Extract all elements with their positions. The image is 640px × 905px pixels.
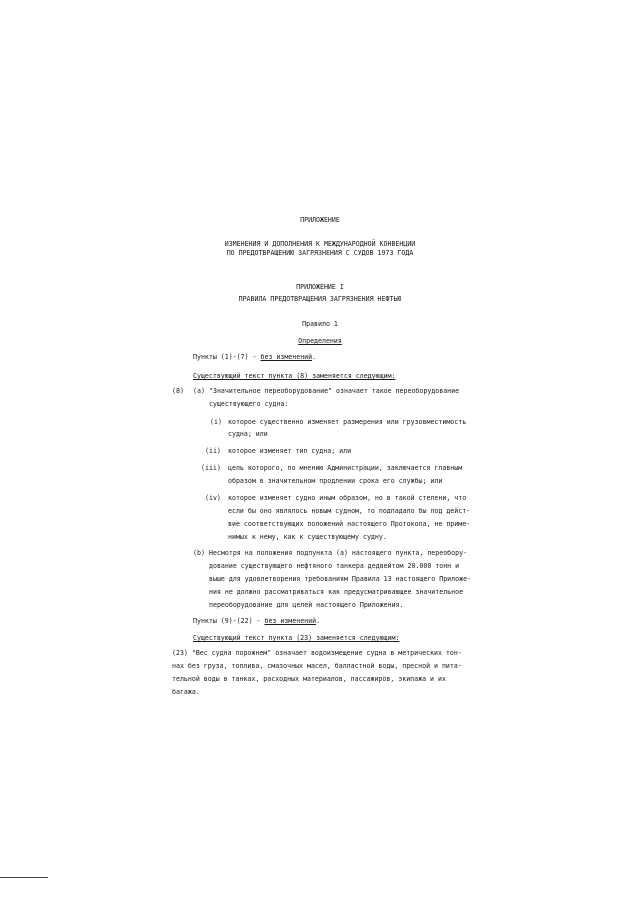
clause-iii-label: (iii) xyxy=(201,464,221,472)
paragraph-23-line: багажа. xyxy=(172,688,200,696)
subtitle-line-1: ИЗМЕНЕНИЯ И ДОПОЛНЕНИЯ К МЕЖДУНАРОДНОЙ КОНВЕНЦИИ xyxy=(224,240,416,248)
clause-iv-line: нимых к нему, как к существующему судну. xyxy=(228,533,387,541)
clause-i-line: которое существенно изменяет размерения или грузовместимость xyxy=(228,418,467,426)
items-1-7-unchanged: без изменений xyxy=(260,353,313,361)
page-edge-rule xyxy=(0,877,48,878)
clause-ii-line: которое изменяет тип судна; или xyxy=(228,447,352,455)
items-1-7-suffix: . xyxy=(312,353,317,361)
page-title: ПРИЛОЖЕНИЕ xyxy=(300,216,340,224)
paragraph-8-number: (8) xyxy=(172,387,184,395)
subtitle-line-2: ПО ПРЕДОТВРАЩЕНИЮ ЗАГРЯЗНЕНИЯ С СУДОВ 1973 ГОДА xyxy=(226,249,414,257)
clause-iv-line: которое изменяет судно иным образом, но в такой степени, что xyxy=(228,494,467,502)
paragraph-8b-line: дование существующего нефтяного танкера дедвейтом 20.000 тонн и xyxy=(209,562,460,570)
items-9-22-line xyxy=(193,617,320,626)
items-1-7-line xyxy=(193,353,316,362)
paragraph-8b-line: ния не должно рассматриваться как предусматривающее значительное xyxy=(209,588,464,596)
clause-i-line: судна; или xyxy=(228,430,268,438)
clause-iv-line: вие соответствующих положений настоящего Протокола, не приме- xyxy=(228,520,471,528)
paragraph-23-line: нах без груза, топлива, смазочных масел, балластной воды, пресной и пита- xyxy=(172,662,462,670)
paragraph-8a-line: "Значительное переоборудование" означает такое переоборудование xyxy=(209,387,460,395)
clause-iii-line: цель которого, по мнению Администрации, заключается главным xyxy=(228,464,463,472)
annex-heading: ПРИЛОЖЕНИЕ I xyxy=(296,283,344,291)
items-9-22-prefix: Пункты (9)-(22) - xyxy=(193,617,265,625)
items-9-22-unchanged: без изменений xyxy=(264,617,317,625)
rule-heading: Правило 1 xyxy=(302,320,338,328)
paragraph-8b-line: Несмотря на положения подпункта (a) настоящего пункта, переобору- xyxy=(209,549,468,557)
paragraph-8b-line: выше для удовлетворения требованиям Правила 13 настоящего Приложе- xyxy=(209,575,472,583)
paragraph-23-line: (23) "Вес судна порожнем" означает водоизмещение судна в метрических тон- xyxy=(172,649,462,657)
clause-iii-line: образом в значительном продлении срока его службы; или xyxy=(228,477,443,485)
clause-iv-line: если бы оно являлось новым судном, то подпадало бы под дейст- xyxy=(228,507,471,515)
subparagraph-b-label: (b) xyxy=(193,549,205,557)
clause-i-label: (i) xyxy=(210,418,222,426)
annex-title: ПРАВИЛА ПРЕДОТВРАЩЕНИЯ ЗАГРЯЗНЕНИЯ НЕФТЬЮ xyxy=(238,295,402,303)
existing-text-23-heading: Существующий текст пункта (23) заменяется следующим: xyxy=(193,634,400,642)
subparagraph-a-label: (a) xyxy=(193,387,205,395)
clause-ii-label: (ii) xyxy=(205,447,221,455)
paragraph-23-line: тельной воды в танках, расходных материалов, пассажиров, экипажа и их xyxy=(172,675,446,683)
items-9-22-suffix: . xyxy=(316,617,321,625)
existing-text-8-heading: Существующий текст пункта (8) заменяется следующим: xyxy=(193,372,396,380)
paragraph-8a-line: существующего судна: xyxy=(209,400,289,408)
clause-iv-label: (iv) xyxy=(205,494,221,502)
rule-title: Определения xyxy=(298,337,342,345)
paragraph-8b-line: переоборудование для целей настоящего Приложения. xyxy=(209,601,404,609)
items-1-7-prefix: Пункты (1)-(7) - xyxy=(193,353,261,361)
